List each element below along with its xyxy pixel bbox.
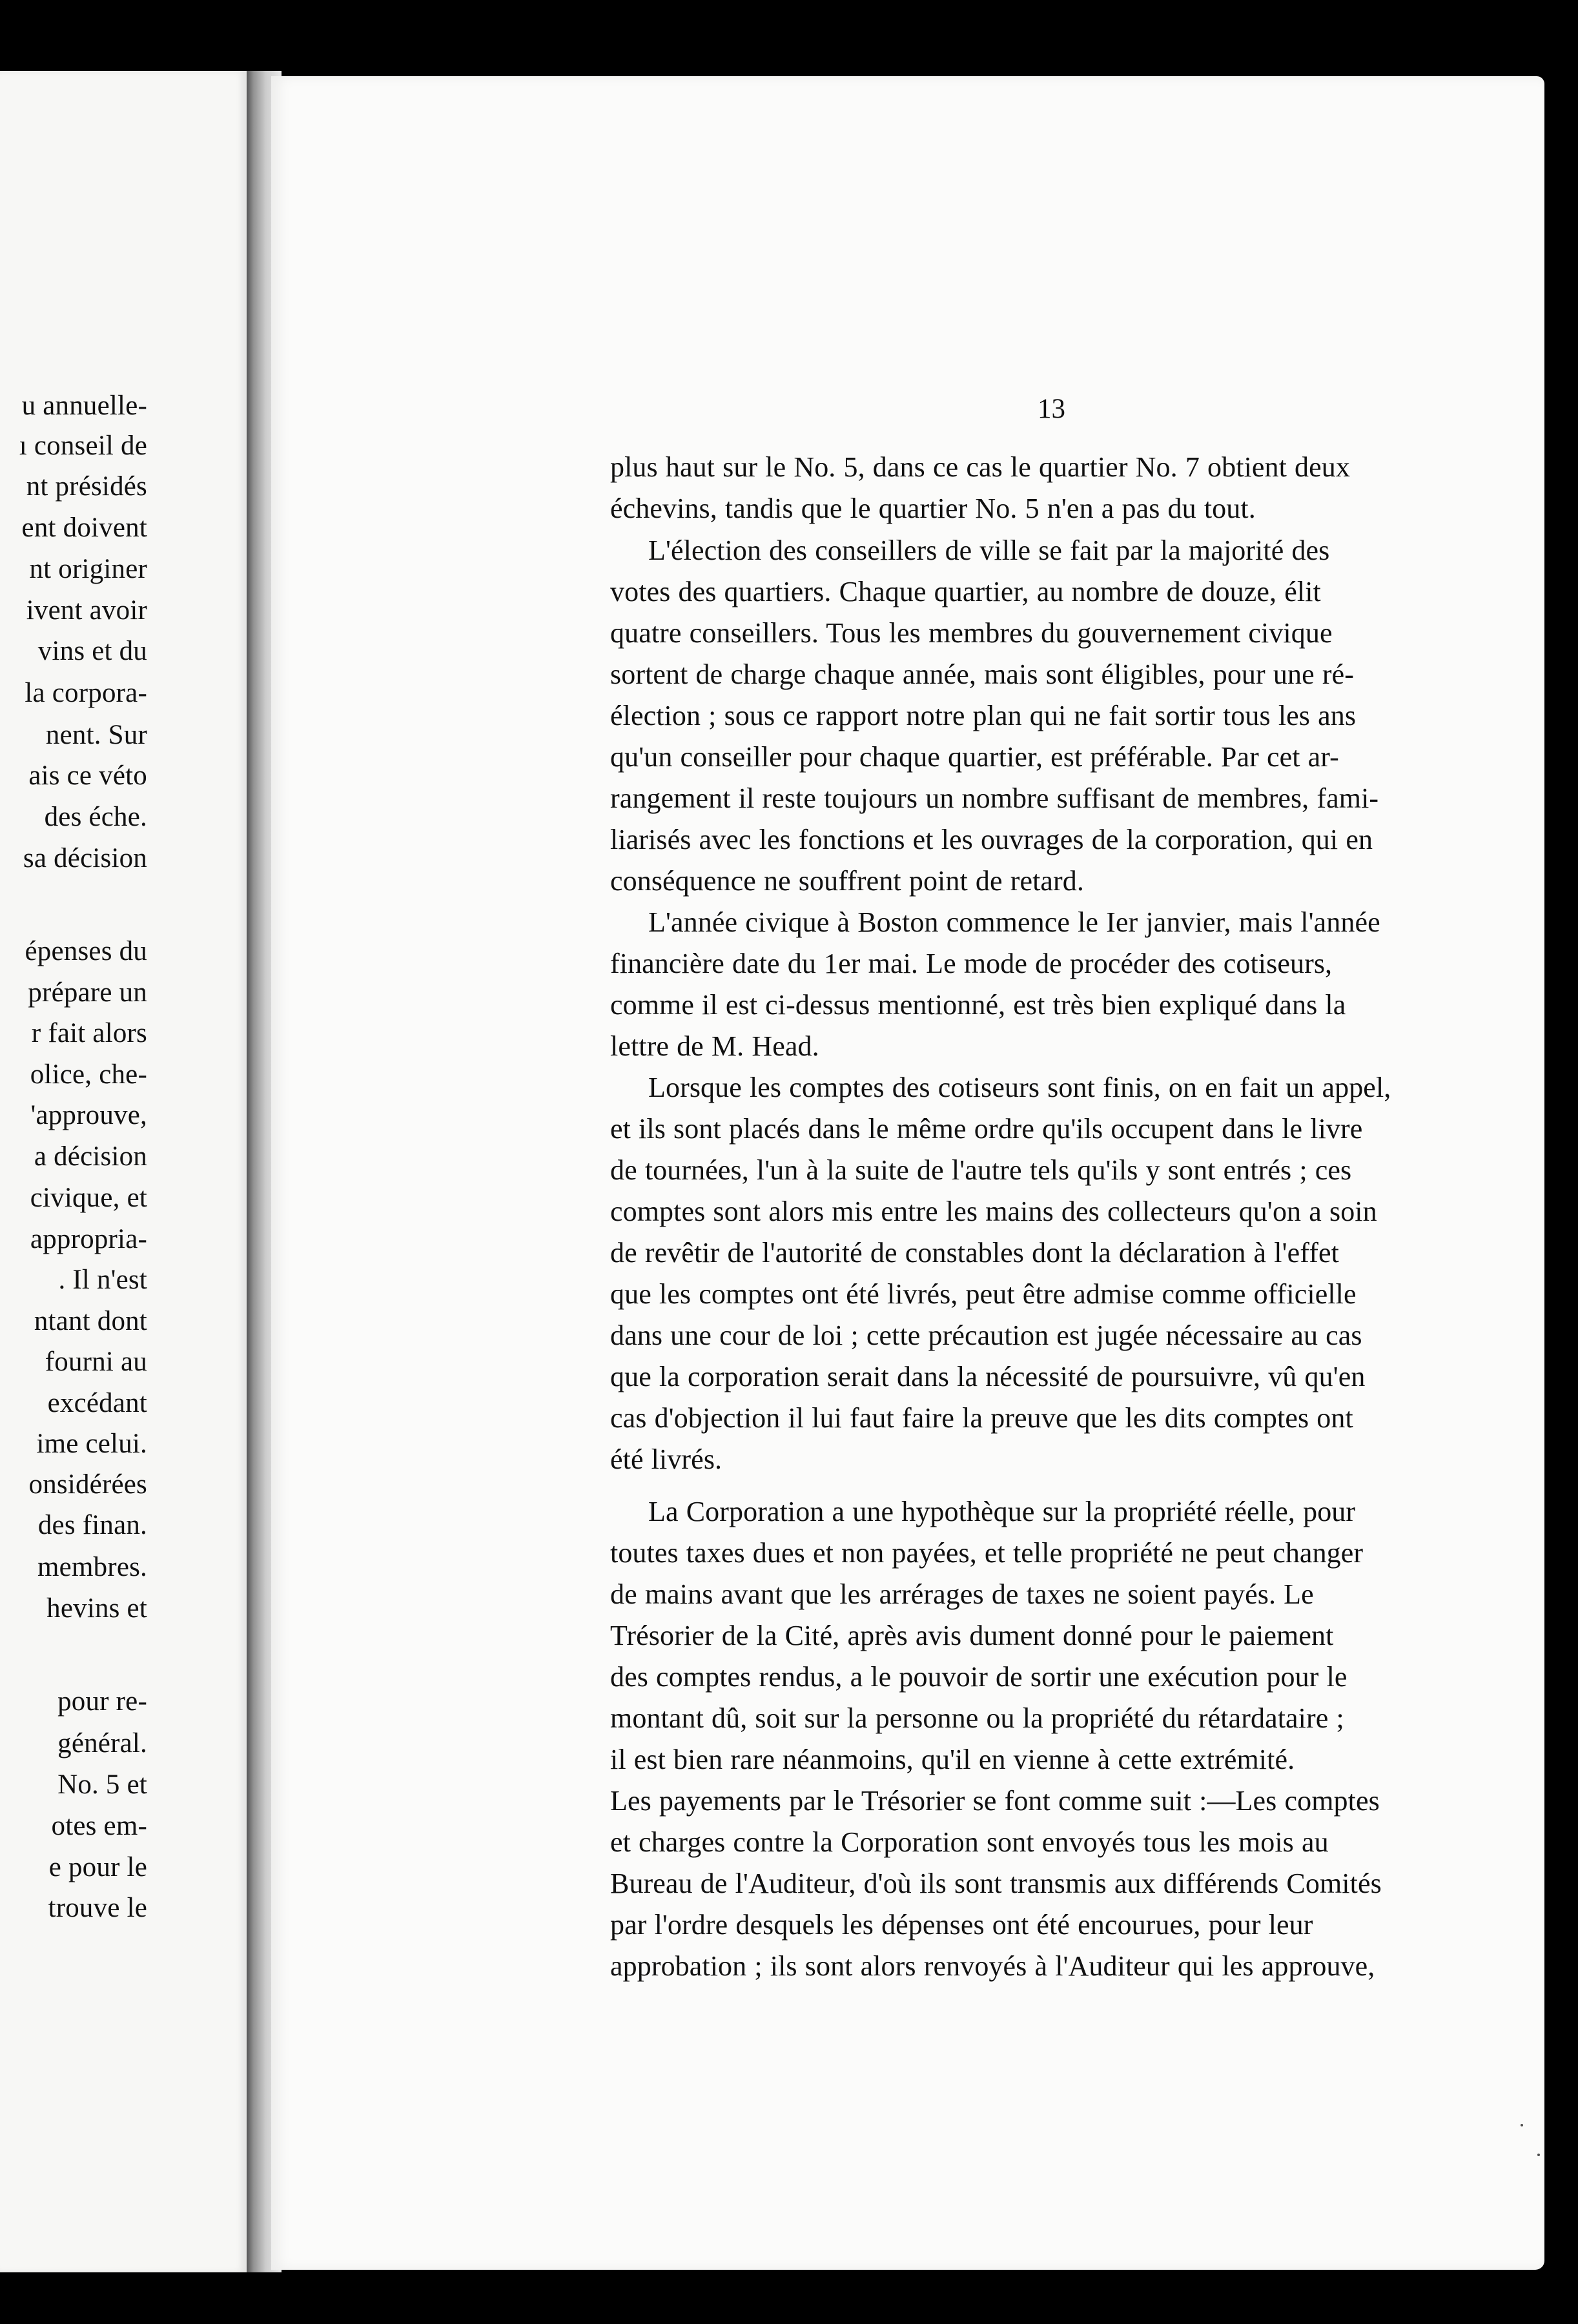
left-page-line: ntant dont — [34, 1306, 147, 1336]
left-page-line: des finan. — [37, 1510, 147, 1540]
left-page-line: ent doivent — [21, 513, 147, 543]
body-text-line: plus haut sur le No. 5, dans ce cas le quartier No. 7 obtient deux — [610, 451, 1350, 483]
left-page-line: la corpora- — [25, 678, 147, 708]
body-text-line: et charges contre la Corporation sont envoyés tous les mois au — [610, 1826, 1329, 1858]
body-text-line: élection ; sous ce rapport notre plan qui ne fait sortir tous les ans — [610, 700, 1357, 731]
body-text-line: L'élection des conseillers de ville se fait par la majorité des — [648, 535, 1330, 566]
body-text-line: rangement il reste toujours un nombre suffisant de membres, fami- — [610, 782, 1379, 814]
left-page-line: trouve le — [48, 1893, 147, 1923]
left-page-line: 'approuve, — [30, 1100, 147, 1130]
left-page-line: e pour le — [48, 1852, 147, 1882]
left-page-line: ime celui. — [36, 1429, 147, 1459]
body-text-line: Lorsque les comptes des cotiseurs sont finis, on en fait un appel, — [648, 1072, 1391, 1103]
body-text-line: La Corporation a une hypothèque sur la propriété réelle, pour — [648, 1496, 1356, 1527]
left-page-line: des éche. — [44, 802, 147, 832]
body-text-line: sortent de charge chaque année, mais sont éligibles, pour une ré- — [610, 658, 1354, 690]
body-text-line: par l'ordre desquels les dépenses ont été encourues, pour leur — [610, 1909, 1313, 1941]
body-text-line: comme il est ci-dessus mentionné, est très bien expliqué dans la — [610, 989, 1346, 1021]
left-page-line: fourni au — [45, 1347, 147, 1377]
left-page-line: membres. — [37, 1552, 147, 1582]
left-page-line: a décision — [34, 1141, 147, 1172]
body-text-line: liarisés avec les fonctions et les ouvrages de la corporation, qui en — [610, 824, 1373, 855]
body-text-line: de revêtir de l'autorité de constables dont la déclaration à l'effet — [610, 1237, 1339, 1269]
body-text-line: de tournées, l'un à la suite de l'autre tels qu'ils y sont entrés ; ces — [610, 1154, 1352, 1186]
page-number: 13 — [1038, 394, 1065, 424]
body-text-line: Trésorier de la Cité, après avis dument donné pour le paiement — [610, 1620, 1334, 1651]
left-page-line: général. — [57, 1728, 147, 1758]
left-page-line: excédant — [47, 1388, 147, 1418]
left-page-line: épenses du — [25, 936, 147, 966]
body-text-line: financière date du 1er mai. Le mode de procéder des cotiseurs, — [610, 948, 1333, 979]
left-page-line: ais ce véto — [28, 760, 147, 791]
body-text-line: échevins, tandis que le quartier No. 5 n'en a pas du tout. — [610, 493, 1256, 524]
left-page-line: nt originer — [29, 554, 147, 584]
left-page-line: ivent avoir — [26, 595, 147, 626]
left-page-line: pour re- — [57, 1686, 147, 1717]
left-page-line: hevins et — [46, 1593, 147, 1624]
body-text-line: quatre conseillers. Tous les membres du gouvernement civique — [610, 617, 1333, 649]
body-text-line: que les comptes ont été livrés, peut être admise comme officielle — [610, 1278, 1357, 1310]
left-page-line: olice, che- — [30, 1059, 147, 1090]
left-page-line: appropria- — [30, 1224, 147, 1254]
left-page-line: r fait alors — [31, 1018, 147, 1048]
scan-speck — [1521, 2124, 1523, 2126]
left-page-line: prépare un — [28, 977, 147, 1008]
body-text-line: que la corporation serait dans la nécessité de poursuivre, vû qu'en — [610, 1361, 1366, 1392]
body-text-line: cas d'objection il lui faut faire la preuve que les dits comptes ont — [610, 1402, 1353, 1434]
left-page-line: civique, et — [30, 1183, 147, 1213]
right-page — [271, 76, 1544, 2270]
body-text-line: votes des quartiers. Chaque quartier, au nombre de douze, élit — [610, 576, 1321, 607]
body-text-line: L'année civique à Boston commence le Ier janvier, mais l'année — [648, 906, 1380, 938]
body-text-line: été livrés. — [610, 1443, 722, 1475]
body-text-line: lettre de M. Head. — [610, 1030, 819, 1062]
left-page-fragment — [0, 71, 247, 2272]
scan-speck — [1537, 2154, 1540, 2156]
body-text-line: toutes taxes dues et non payées, et telle propriété ne peut changer — [610, 1537, 1364, 1569]
body-text-line: dans une cour de loi ; cette précaution est jugée nécessaire au cas — [610, 1320, 1362, 1351]
left-page-line: onsidérées — [28, 1469, 147, 1500]
body-text-line: de mains avant que les arrérages de taxes ne soient payés. Le — [610, 1578, 1314, 1610]
body-text-line: il est bien rare néanmoins, qu'il en vienne à cette extrémité. — [610, 1744, 1295, 1775]
body-text-line: qu'un conseiller pour chaque quartier, est préférable. Par cet ar- — [610, 741, 1339, 773]
left-page-line: u annuelle- — [21, 391, 147, 421]
body-text-line: conséquence ne souffrent point de retard. — [610, 865, 1085, 897]
left-page-line: sa décision — [23, 843, 147, 873]
left-page-line: . Il n'est — [58, 1265, 147, 1295]
left-page-line: vins et du — [37, 636, 147, 666]
left-page-line: nent. Sur — [45, 720, 147, 750]
body-text-line: Les payements par le Trésorier se font comme suit :—Les comptes — [610, 1785, 1380, 1817]
left-page-text — [0, 71, 247, 2272]
body-text-line: comptes sont alors mis entre les mains des collecteurs qu'on a soin — [610, 1196, 1377, 1227]
body-text-line: Bureau de l'Auditeur, d'où ils sont transmis aux différends Comités — [610, 1868, 1382, 1899]
left-page-line: ı conseil de — [19, 431, 147, 461]
left-page-line: No. 5 et — [57, 1769, 147, 1800]
left-page-line: otes em- — [51, 1811, 147, 1841]
left-page-line: nt présidés — [26, 471, 147, 502]
body-text-line: montant dû, soit sur la personne ou la propriété du rétardataire ; — [610, 1702, 1344, 1734]
body-text-line: approbation ; ils sont alors renvoyés à l'Auditeur qui les approuve, — [610, 1950, 1375, 1982]
body-text-line: et ils sont placés dans le même ordre qu'ils occupent dans le livre — [610, 1113, 1363, 1145]
body-text-line: des comptes rendus, a le pouvoir de sortir une exécution pour le — [610, 1661, 1347, 1693]
